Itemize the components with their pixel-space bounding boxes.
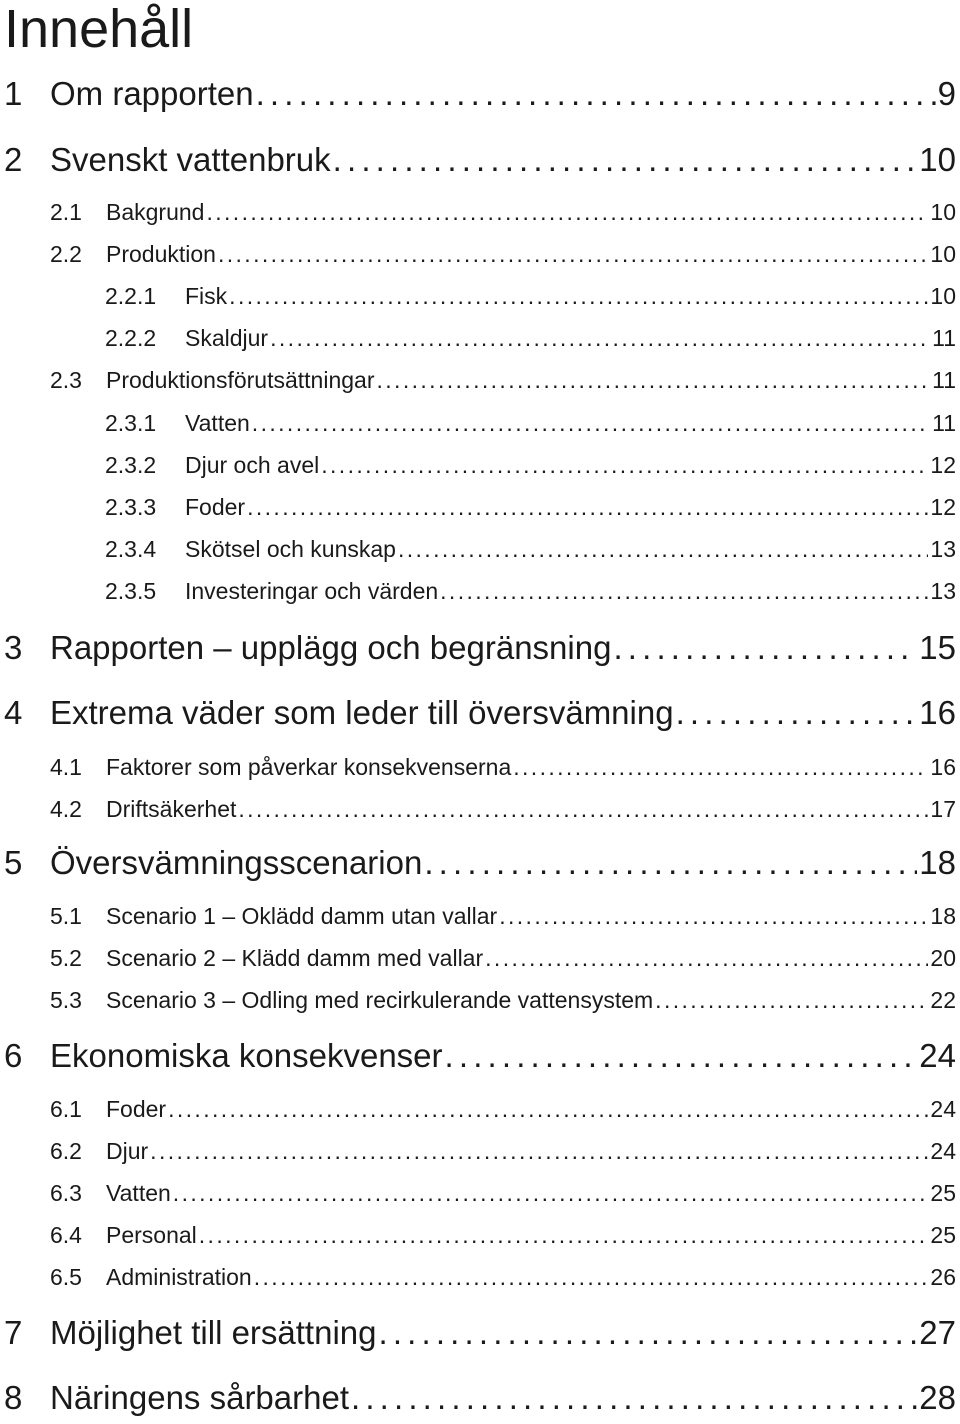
dot-leader	[218, 239, 928, 269]
dot-leader	[655, 985, 928, 1015]
entry-title: Extrema väder som leder till översvämning	[50, 694, 674, 731]
entry-number: 4.2	[50, 796, 82, 822]
entry-title: Produktionsförutsättningar	[106, 367, 375, 393]
entry-number: 2.3	[50, 367, 82, 393]
entry-page: 10	[919, 141, 956, 178]
toc-entry[interactable]	[50, 239, 956, 269]
entry-page: 18	[930, 903, 956, 929]
entry-page: 27	[919, 1314, 956, 1351]
dot-leader	[424, 843, 917, 883]
toc-entry[interactable]	[105, 492, 956, 522]
entry-title: Om rapporten	[50, 75, 254, 112]
entry-page: 11	[932, 367, 956, 393]
toc-entry[interactable]	[4, 74, 956, 114]
entry-number: 6.1	[50, 1096, 82, 1122]
toc-entry[interactable]	[4, 693, 956, 733]
entry-number: 6.4	[50, 1222, 82, 1248]
dot-leader	[150, 1136, 928, 1166]
dot-leader	[377, 365, 931, 395]
entry-number: 5.3	[50, 987, 82, 1013]
entry-page: 25	[930, 1222, 956, 1248]
toc-entry[interactable]	[50, 365, 956, 395]
entry-number: 4	[4, 694, 23, 731]
entry-title: Scenario 3 – Odling med recirkulerande vattensystem	[106, 987, 654, 1013]
entry-page: 26	[930, 1264, 956, 1290]
entry-number: 5.1	[50, 903, 82, 929]
entry-page: 16	[930, 754, 956, 780]
entry-page: 17	[930, 796, 956, 822]
toc-entry[interactable]	[50, 752, 956, 782]
entry-title: Skötsel och kunskap	[185, 536, 396, 562]
entry-page: 13	[930, 578, 956, 604]
dot-leader	[513, 752, 928, 782]
page-title: Innehåll	[4, 0, 194, 59]
entry-number: 2.1	[50, 199, 82, 225]
dot-leader	[256, 74, 936, 114]
entry-page: 16	[919, 694, 956, 731]
toc-entry[interactable]	[50, 1220, 956, 1250]
entry-title: Bakgrund	[106, 199, 205, 225]
entry-title: Administration	[106, 1264, 252, 1290]
entry-number: 7	[4, 1314, 23, 1351]
dot-leader	[676, 693, 918, 733]
entry-page: 10	[930, 199, 956, 225]
toc-entry[interactable]	[4, 628, 956, 668]
entry-number: 1	[4, 75, 23, 112]
entry-page: 24	[930, 1138, 956, 1164]
entry-title: Rapporten – upplägg och begränsning	[50, 629, 612, 666]
entry-title: Djur	[106, 1138, 149, 1164]
toc-entry[interactable]	[50, 1136, 956, 1166]
entry-page: 28	[919, 1379, 956, 1416]
entry-title: Översvämningsscenarion	[50, 844, 423, 881]
toc-entry[interactable]	[105, 408, 956, 438]
dot-leader	[206, 197, 928, 227]
toc-entry[interactable]	[50, 1262, 956, 1292]
entry-title: Produktion	[106, 241, 216, 267]
entry-title: Vatten	[185, 410, 250, 436]
entry-page: 20	[930, 945, 956, 971]
entry-page: 22	[930, 987, 956, 1013]
dot-leader	[321, 450, 928, 480]
entry-title: Näringens sårbarhet	[50, 1379, 349, 1416]
entry-title: Driftsäkerhet	[106, 796, 237, 822]
dot-leader	[485, 943, 928, 973]
entry-number: 2.3.5	[105, 578, 157, 604]
dot-leader	[199, 1220, 929, 1250]
entry-page: 10	[930, 241, 956, 267]
toc-entry[interactable]	[105, 534, 956, 564]
toc-entry[interactable]	[50, 901, 956, 931]
entry-title: Möjlighet till ersättning	[50, 1314, 377, 1351]
dot-leader	[440, 576, 928, 606]
toc-entry[interactable]	[50, 794, 956, 824]
entry-page: 10	[930, 283, 956, 309]
entry-page: 24	[919, 1037, 956, 1074]
dot-leader	[333, 140, 918, 180]
dot-leader	[173, 1178, 929, 1208]
entry-page: 9	[937, 75, 956, 112]
entry-title: Faktorer som påverkar konsekvenserna	[106, 754, 512, 780]
entry-number: 2.2.1	[105, 283, 157, 309]
entry-number: 4.1	[50, 754, 82, 780]
entry-number: 8	[4, 1379, 23, 1416]
dot-leader	[252, 408, 930, 438]
entry-title: Scenario 2 – Klädd damm med vallar	[106, 945, 484, 971]
entry-number: 2.3.1	[105, 410, 157, 436]
toc-entry[interactable]	[105, 281, 956, 311]
dot-leader	[398, 534, 928, 564]
dot-leader	[254, 1262, 929, 1292]
dot-leader	[351, 1378, 917, 1418]
dot-leader	[247, 492, 928, 522]
dot-leader	[168, 1094, 928, 1124]
entry-number: 2.3.4	[105, 536, 157, 562]
toc-entry[interactable]	[105, 323, 956, 353]
entry-number: 2.3.2	[105, 452, 157, 478]
toc-entry[interactable]	[50, 985, 956, 1015]
entry-page: 12	[930, 494, 956, 520]
toc-entry[interactable]	[50, 943, 956, 973]
dot-leader	[379, 1313, 918, 1353]
entry-page: 25	[930, 1180, 956, 1206]
entry-number: 2.2.2	[105, 325, 157, 351]
entry-number: 6	[4, 1037, 23, 1074]
entry-title: Personal	[106, 1222, 197, 1248]
entry-number: 5.2	[50, 945, 82, 971]
toc-entry[interactable]	[105, 576, 956, 606]
toc-entry[interactable]	[4, 1036, 956, 1076]
entry-number: 5	[4, 844, 23, 881]
entry-page: 13	[930, 536, 956, 562]
entry-page: 15	[919, 629, 956, 666]
entry-page: 24	[930, 1096, 956, 1122]
entry-title: Fisk	[185, 283, 228, 309]
entry-number: 2	[4, 141, 23, 178]
entry-page: 18	[919, 844, 956, 881]
entry-number: 6.3	[50, 1180, 82, 1206]
entry-title: Foder	[106, 1096, 167, 1122]
dot-leader	[270, 323, 930, 353]
toc-entry[interactable]	[50, 1178, 956, 1208]
entry-number: 6.2	[50, 1138, 82, 1164]
dot-leader	[238, 794, 928, 824]
toc-entry[interactable]	[4, 140, 956, 180]
entry-title: Foder	[185, 494, 246, 520]
toc-entry[interactable]	[4, 1378, 956, 1418]
entry-number: 3	[4, 629, 23, 666]
entry-number: 6.5	[50, 1264, 82, 1290]
entry-title: Ekonomiska konsekvenser	[50, 1037, 443, 1074]
entry-number: 2.3.3	[105, 494, 157, 520]
toc-entry[interactable]	[50, 1094, 956, 1124]
dot-leader	[229, 281, 928, 311]
dot-leader	[445, 1036, 918, 1076]
toc-entry[interactable]	[50, 197, 956, 227]
dot-leader	[499, 901, 928, 931]
entry-page: 11	[932, 325, 956, 351]
entry-page: 12	[930, 452, 956, 478]
entry-title: Djur och avel	[185, 452, 320, 478]
entry-title: Svenskt vattenbruk	[50, 141, 331, 178]
toc-entry[interactable]	[4, 843, 956, 883]
toc-entry[interactable]	[4, 1313, 956, 1353]
entry-title: Investeringar och värden	[185, 578, 439, 604]
entry-title: Scenario 1 – Oklädd damm utan vallar	[106, 903, 498, 929]
entry-page: 11	[932, 410, 956, 436]
entry-number: 2.2	[50, 241, 82, 267]
toc-entry[interactable]	[105, 450, 956, 480]
dot-leader	[613, 628, 917, 668]
entry-title: Vatten	[106, 1180, 171, 1206]
entry-title: Skaldjur	[185, 325, 269, 351]
